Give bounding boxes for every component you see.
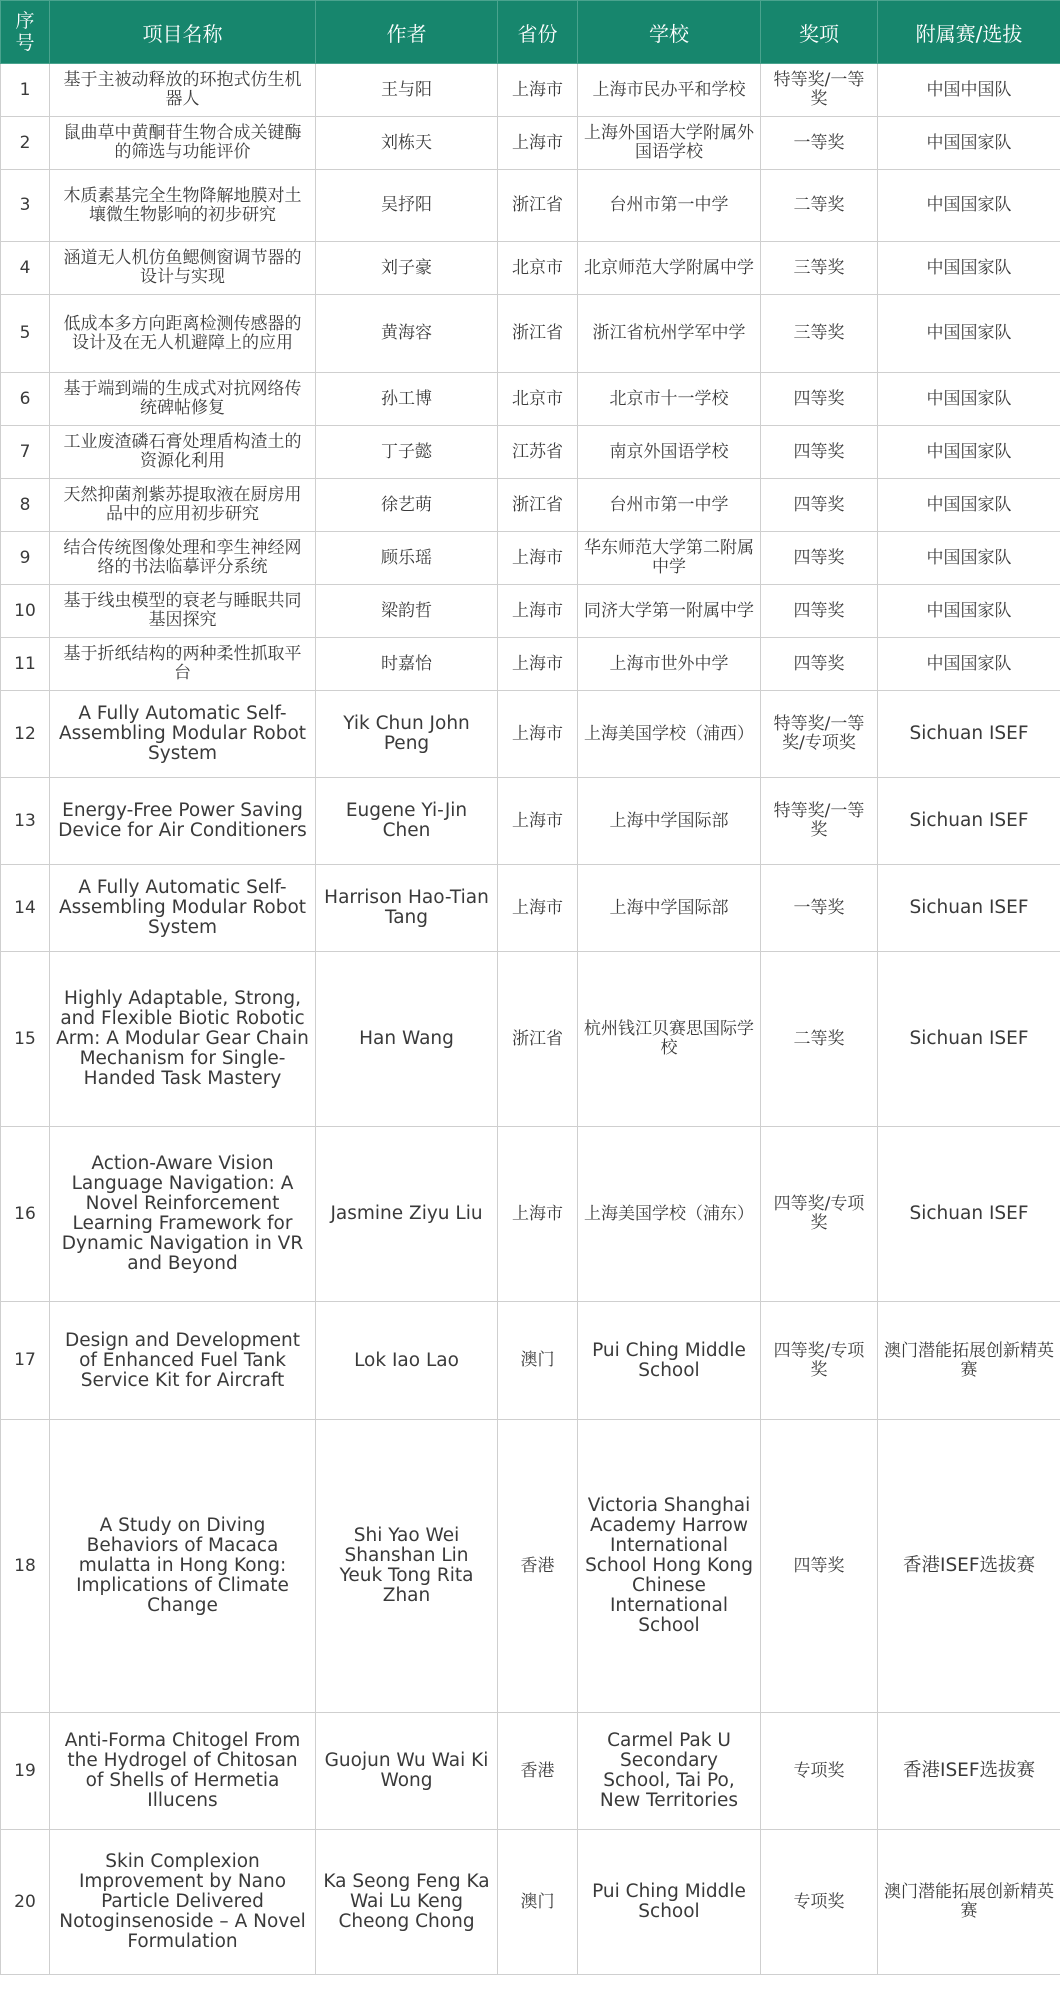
cell-award: 三等奖 [761,295,878,373]
cell-province: 上海市 [498,1127,578,1302]
cell-award: 四等奖/专项奖 [761,1127,878,1302]
table-row [1,1127,1060,1302]
cell-author: 徐艺萌 [316,479,498,532]
cell-province: 香港 [498,1713,578,1830]
cell-affiliated: 中国国家队 [878,638,1060,691]
cell-province: 上海市 [498,778,578,865]
cell-project: Design and Development of Enhanced Fuel Tank Service Kit for Aircraft [50,1302,316,1420]
cell-province: 澳门 [498,1830,578,1975]
table-row [1,64,1060,117]
cell-no: 13 [1,778,50,865]
cell-no: 9 [1,532,50,585]
cell-award: 三等奖 [761,242,878,295]
table-row [1,1713,1060,1830]
cell-affiliated: 中国国家队 [878,295,1060,373]
header-project: 项目名称 [50,1,316,64]
cell-author: Ka Seong Feng Ka Wai Lu Keng Cheong Chong [316,1830,498,1975]
cell-project: A Study on Diving Behaviors of Macaca mulatta in Hong Kong: Implications of Climate Change [50,1420,316,1713]
cell-award: 专项奖 [761,1830,878,1975]
cell-school: Pui Ching Middle School [578,1830,761,1975]
cell-affiliated: Sichuan ISEF [878,778,1060,865]
cell-no: 7 [1,426,50,479]
cell-project: 低成本多方向距离检测传感器的设计及在无人机避障上的应用 [50,295,316,373]
cell-project: 基于折纸结构的两种柔性抓取平台 [50,638,316,691]
cell-project: Skin Complexion Improvement by Nano Particle Delivered Notoginsenoside – A Novel Formulation [50,1830,316,1975]
table-row [1,295,1060,373]
cell-award: 特等奖/一等奖 [761,778,878,865]
cell-award: 一等奖 [761,865,878,952]
cell-province: 江苏省 [498,426,578,479]
cell-author: 梁韵哲 [316,585,498,638]
cell-no: 6 [1,373,50,426]
cell-author: 黄海容 [316,295,498,373]
cell-award: 四等奖 [761,638,878,691]
cell-school: 上海市世外中学 [578,638,761,691]
cell-no: 14 [1,865,50,952]
cell-affiliated: 中国国家队 [878,479,1060,532]
cell-school: 华东师范大学第二附属中学 [578,532,761,585]
cell-school: 上海市民办平和学校 [578,64,761,117]
cell-author: Harrison Hao-Tian Tang [316,865,498,952]
cell-project: 涵道无人机仿鱼鳃侧窗调节器的设计与实现 [50,242,316,295]
cell-province: 澳门 [498,1302,578,1420]
cell-award: 四等奖 [761,1420,878,1713]
cell-project: 结合传统图像处理和孪生神经网络的书法临摹评分系统 [50,532,316,585]
cell-school: 上海美国学校（浦东） [578,1127,761,1302]
cell-author: 丁子懿 [316,426,498,479]
cell-affiliated: Sichuan ISEF [878,952,1060,1127]
cell-project: 基于主被动释放的环抱式仿生机器人 [50,64,316,117]
cell-affiliated: 中国国家队 [878,170,1060,242]
cell-school: 上海中学国际部 [578,865,761,952]
table-row [1,585,1060,638]
cell-affiliated: Sichuan ISEF [878,691,1060,778]
header-award: 奖项 [761,1,878,64]
cell-province: 上海市 [498,64,578,117]
cell-no: 15 [1,952,50,1127]
cell-author: 孙工博 [316,373,498,426]
cell-affiliated: 澳门潜能拓展创新精英赛 [878,1302,1060,1420]
cell-school: 浙江省杭州学军中学 [578,295,761,373]
cell-school: 北京师范大学附属中学 [578,242,761,295]
cell-school: 台州市第一中学 [578,479,761,532]
cell-province: 浙江省 [498,295,578,373]
cell-project: Anti-Forma Chitogel From the Hydrogel of Chitosan of Shells of Hermetia Illucens [50,1713,316,1830]
cell-affiliated: 澳门潜能拓展创新精英赛 [878,1830,1060,1975]
cell-no: 4 [1,242,50,295]
cell-award: 二等奖 [761,952,878,1127]
cell-affiliated: 香港ISEF选拔赛 [878,1420,1060,1713]
cell-award: 四等奖 [761,479,878,532]
cell-school: 上海中学国际部 [578,778,761,865]
cell-province: 浙江省 [498,479,578,532]
cell-school: 北京市十一学校 [578,373,761,426]
cell-school: Victoria Shanghai Academy Harrow International School Hong Kong Chinese International School [578,1420,761,1713]
cell-no: 19 [1,1713,50,1830]
cell-affiliated: 中国国家队 [878,585,1060,638]
cell-project: 木质素基完全生物降解地膜对土壤微生物影响的初步研究 [50,170,316,242]
cell-affiliated: Sichuan ISEF [878,865,1060,952]
cell-award: 专项奖 [761,1713,878,1830]
cell-author: Han Wang [316,952,498,1127]
cell-affiliated: 中国中国队 [878,64,1060,117]
table-row [1,373,1060,426]
cell-project: Highly Adaptable, Strong, and Flexible Biotic Robotic Arm: A Modular Gear Chain Mechanism for Single-Handed Task Mastery [50,952,316,1127]
cell-affiliated: 中国国家队 [878,117,1060,170]
cell-no: 2 [1,117,50,170]
cell-award: 一等奖 [761,117,878,170]
cell-author: 王与阳 [316,64,498,117]
cell-province: 上海市 [498,691,578,778]
cell-affiliated: 中国国家队 [878,373,1060,426]
cell-project: 基于线虫模型的衰老与睡眠共同基因探究 [50,585,316,638]
cell-school: 同济大学第一附属中学 [578,585,761,638]
cell-project: 基于端到端的生成式对抗网络传统碑帖修复 [50,373,316,426]
cell-no: 8 [1,479,50,532]
table-body [1,64,1060,1975]
cell-project: 天然抑菌剂紫苏提取液在厨房用品中的应用初步研究 [50,479,316,532]
cell-province: 香港 [498,1420,578,1713]
cell-award: 四等奖 [761,373,878,426]
header-school: 学校 [578,1,761,64]
cell-school: 杭州钱江贝赛思国际学校 [578,952,761,1127]
cell-author: 时嘉怡 [316,638,498,691]
cell-school: 台州市第一中学 [578,170,761,242]
cell-project: 工业废渣磷石膏处理盾构渣土的资源化利用 [50,426,316,479]
cell-author: Jasmine Ziyu Liu [316,1127,498,1302]
cell-province: 北京市 [498,242,578,295]
table-row [1,532,1060,585]
cell-author: Eugene Yi-Jin Chen [316,778,498,865]
cell-province: 上海市 [498,865,578,952]
table-row [1,242,1060,295]
table-row [1,952,1060,1127]
cell-award: 四等奖 [761,426,878,479]
cell-school: 上海美国学校（浦西） [578,691,761,778]
table-row [1,117,1060,170]
cell-no: 16 [1,1127,50,1302]
table-row [1,865,1060,952]
table-header [1,1,1060,64]
cell-award: 四等奖 [761,532,878,585]
cell-no: 18 [1,1420,50,1713]
cell-no: 1 [1,64,50,117]
cell-affiliated: 中国国家队 [878,426,1060,479]
header-seq: 序号 [1,1,50,64]
table-row [1,479,1060,532]
table-row [1,638,1060,691]
cell-award: 特等奖/一等奖/专项奖 [761,691,878,778]
cell-affiliated: Sichuan ISEF [878,1127,1060,1302]
cell-project: 鼠曲草中黄酮苷生物合成关键酶的筛选与功能评价 [50,117,316,170]
cell-province: 浙江省 [498,952,578,1127]
cell-author: 顾乐瑶 [316,532,498,585]
header-province: 省份 [498,1,578,64]
header-affiliated: 附属赛/选拔 [878,1,1060,64]
table-row [1,778,1060,865]
cell-school: 上海外国语大学附属外国语学校 [578,117,761,170]
cell-author: Guojun Wu Wai Ki Wong [316,1713,498,1830]
cell-no: 3 [1,170,50,242]
cell-award: 四等奖/专项奖 [761,1302,878,1420]
cell-author: 刘栋天 [316,117,498,170]
cell-no: 17 [1,1302,50,1420]
cell-author: Yik Chun John Peng [316,691,498,778]
cell-author: Shi Yao Wei Shanshan Lin Yeuk Tong Rita Zhan [316,1420,498,1713]
table-row [1,1830,1060,1975]
cell-no: 10 [1,585,50,638]
cell-project: A Fully Automatic Self-Assembling Modular Robot System [50,865,316,952]
cell-school: 南京外国语学校 [578,426,761,479]
cell-award: 特等奖/一等奖 [761,64,878,117]
cell-author: Lok Iao Lao [316,1302,498,1420]
cell-province: 浙江省 [498,170,578,242]
cell-no: 12 [1,691,50,778]
cell-affiliated: 中国国家队 [878,242,1060,295]
cell-school: Carmel Pak U Secondary School, Tai Po, New Territories [578,1713,761,1830]
cell-award: 二等奖 [761,170,878,242]
table-row [1,1302,1060,1420]
table-row [1,426,1060,479]
table-row [1,691,1060,778]
cell-project: Action-Aware Vision Language Navigation: A Novel Reinforcement Learning Framework for Dynamic Navigation in VR and Beyond [50,1127,316,1302]
cell-author: 刘子豪 [316,242,498,295]
cell-award: 四等奖 [761,585,878,638]
table-row [1,170,1060,242]
table-row [1,1420,1060,1713]
cell-project: A Fully Automatic Self-Assembling Modular Robot System [50,691,316,778]
cell-province: 上海市 [498,585,578,638]
cell-no: 11 [1,638,50,691]
cell-province: 上海市 [498,117,578,170]
cell-affiliated: 中国国家队 [878,532,1060,585]
cell-province: 上海市 [498,638,578,691]
cell-province: 上海市 [498,532,578,585]
cell-no: 20 [1,1830,50,1975]
cell-province: 北京市 [498,373,578,426]
header-author: 作者 [316,1,498,64]
cell-school: Pui Ching Middle School [578,1302,761,1420]
cell-no: 5 [1,295,50,373]
cell-project: Energy-Free Power Saving Device for Air Conditioners [50,778,316,865]
cell-affiliated: 香港ISEF选拔赛 [878,1713,1060,1830]
cell-author: 吴抒阳 [316,170,498,242]
